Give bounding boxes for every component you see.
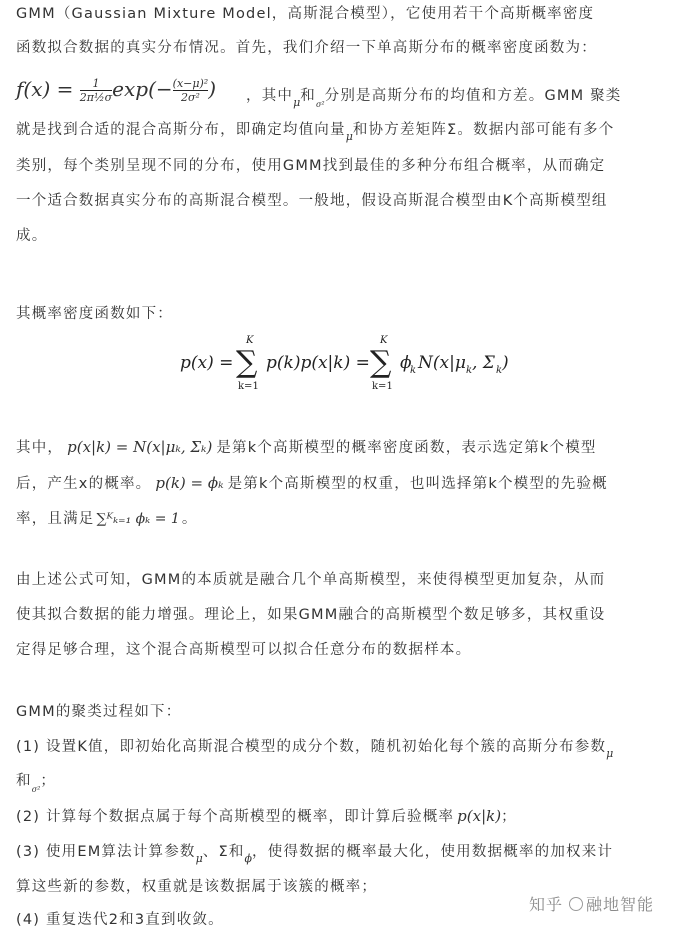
p3-line2 bbox=[16, 473, 676, 494]
at-icon bbox=[569, 897, 583, 911]
frac2-numerator: (x−μ)² bbox=[172, 77, 209, 90]
symbol-mu-2: μ bbox=[345, 130, 353, 143]
formula-prior: p(k) = ϕₖ bbox=[155, 474, 224, 492]
mix-phi: ϕ bbox=[400, 353, 412, 373]
p1-line6: 一个适合数据真实分布的高斯混合模型。一般地，假设高斯混合模型由K个高斯模型组 bbox=[16, 193, 608, 209]
formula-exp: exp(− bbox=[112, 77, 173, 101]
text-s3a: (3) 使用EM算法计算参数 bbox=[16, 844, 196, 860]
p5-step1 bbox=[16, 737, 676, 758]
text-and: 和 bbox=[300, 88, 316, 104]
symbol-sigma2: σ² bbox=[315, 100, 325, 109]
watermark-brand: 知乎 bbox=[529, 895, 564, 914]
p4-line1: 由上述公式可知，GMM的本质就是融合几个单高斯模型，来使得模型更加复杂，从而 bbox=[16, 572, 606, 588]
mix-phi-sub: k bbox=[410, 365, 417, 376]
text-p3c: 后，产生x的概率。 bbox=[16, 476, 152, 492]
text-s2b: ； bbox=[501, 809, 517, 825]
formula-posterior: p(x|k) bbox=[457, 807, 502, 825]
formula-f-label: f(x) = bbox=[16, 77, 80, 101]
mix-term1: p(k)p(x|k) = bbox=[266, 353, 370, 373]
p5-step3-cont: 算这些新的参数，权重就是该数据属于该簇的概率； bbox=[16, 879, 378, 895]
mix-mu-sub: k bbox=[466, 365, 473, 376]
formula-close: ) bbox=[208, 77, 217, 101]
p5-step2 bbox=[16, 806, 676, 827]
mixture-pdf-formula bbox=[180, 333, 510, 393]
p1-line1: GMM（Gaussian Mixture Model，高斯混合模型），它使用若干个高斯概率密度 bbox=[16, 6, 595, 22]
symbol-mu-4: μ bbox=[195, 852, 203, 865]
p4-line3: 定得足够合理，这个混合高斯模型可以拟合任意分布的数据样本。 bbox=[16, 642, 472, 658]
symbol-phi: ϕ bbox=[244, 852, 253, 865]
mix-sigma-sub: k bbox=[496, 365, 503, 376]
text-tail: 分别是高斯分布的均值和方差。GMM 聚类 bbox=[324, 88, 622, 104]
p5-step3 bbox=[16, 842, 676, 863]
watermark-author: 融地智能 bbox=[586, 895, 655, 914]
symbol-mu-3: μ bbox=[606, 747, 614, 760]
formula-frac2 bbox=[173, 77, 209, 104]
p3-line3 bbox=[16, 509, 676, 529]
formula-weights-sum: ∑ᴷₖ₌₁ ϕₖ = 1 bbox=[96, 511, 180, 527]
sum-sign-2: ∑ bbox=[370, 345, 392, 380]
p1-line4 bbox=[16, 120, 676, 141]
p5-step4: (4) 重复迭代2和3直到收敛。 bbox=[16, 912, 224, 928]
text-p3f: 。 bbox=[181, 511, 198, 527]
text-p3d: 是第k个高斯模型的权重，也叫选择第k个模型的先验概 bbox=[227, 476, 608, 492]
sum1-bottom: k=1 bbox=[238, 381, 259, 392]
mix-close: ) bbox=[502, 353, 509, 373]
text-s3b: 、Σ和 bbox=[202, 844, 245, 860]
mix-comma-sigma: , Σ bbox=[472, 353, 495, 373]
text-s1b: 和 bbox=[16, 773, 32, 789]
text-l4a: 就是找到合适的混合高斯分布，即确定均值向量 bbox=[16, 122, 346, 138]
p2-intro: 其概率密度函数如下： bbox=[16, 306, 173, 322]
symbol-mu: μ bbox=[293, 96, 301, 109]
p4-line2: 使其拟合数据的能力增强。理论上，如果GMM融合的高斯模型个数足够多，其权重设 bbox=[16, 607, 606, 623]
mix-lhs: p(x) = bbox=[180, 353, 234, 373]
text-qizhong: ，其中 bbox=[246, 88, 294, 104]
frac1-numerator: 1 bbox=[92, 77, 100, 90]
p5-step1-cont bbox=[16, 771, 676, 793]
formula-frac1 bbox=[80, 77, 112, 104]
text-p3e: 率，且满足 bbox=[16, 511, 95, 527]
frac2-denominator: 2σ² bbox=[180, 91, 200, 104]
sum2-bottom: k=1 bbox=[372, 381, 393, 392]
formula-likelihood: p(x|k) = N(x|μₖ, Σₖ) bbox=[67, 438, 213, 456]
sum2-top: K bbox=[380, 335, 388, 346]
p1-line3-tail bbox=[246, 86, 676, 108]
text-s3c: ，使得数据的概率最大化，使用数据概率的加权来计 bbox=[252, 844, 614, 860]
sum-sign-1: ∑ bbox=[236, 345, 258, 380]
text-s1c: ； bbox=[40, 773, 57, 789]
mix-normal: N(x|μ bbox=[418, 353, 466, 373]
text-s1a: (1) 设置K值，即初始化高斯混合模型的成分个数，随机初始化每个簇的高斯分布参数 bbox=[16, 739, 607, 755]
p3-line1 bbox=[16, 437, 676, 458]
p5-intro: GMM的聚类过程如下： bbox=[16, 704, 182, 720]
symbol-sigma2-2: σ² bbox=[31, 785, 41, 794]
sum1-top: K bbox=[246, 335, 254, 346]
zhihu-watermark bbox=[529, 892, 654, 915]
p1-line5: 类别，每个类别呈现不同的分布，使用GMM找到最佳的多种分布组合概率，从而确定 bbox=[16, 158, 606, 174]
text-p3b: 是第k个高斯模型的概率密度函数，表示选定第k个模型 bbox=[216, 440, 597, 456]
text-l4b: 和协方差矩阵Σ。数据内部可能有多个 bbox=[352, 122, 615, 138]
text-p3a: 其中， bbox=[16, 440, 64, 456]
p1-line7: 成。 bbox=[16, 228, 48, 244]
text-s2a: (2) 计算每个数据点属于每个高斯模型的概率，即计算后验概率 bbox=[16, 809, 455, 825]
p1-line2: 函数拟合数据的真实分布情况。首先，我们介绍一下单高斯分布的概率密度函数为： bbox=[16, 40, 597, 56]
frac1-denominator: 2π½σ bbox=[79, 91, 113, 104]
